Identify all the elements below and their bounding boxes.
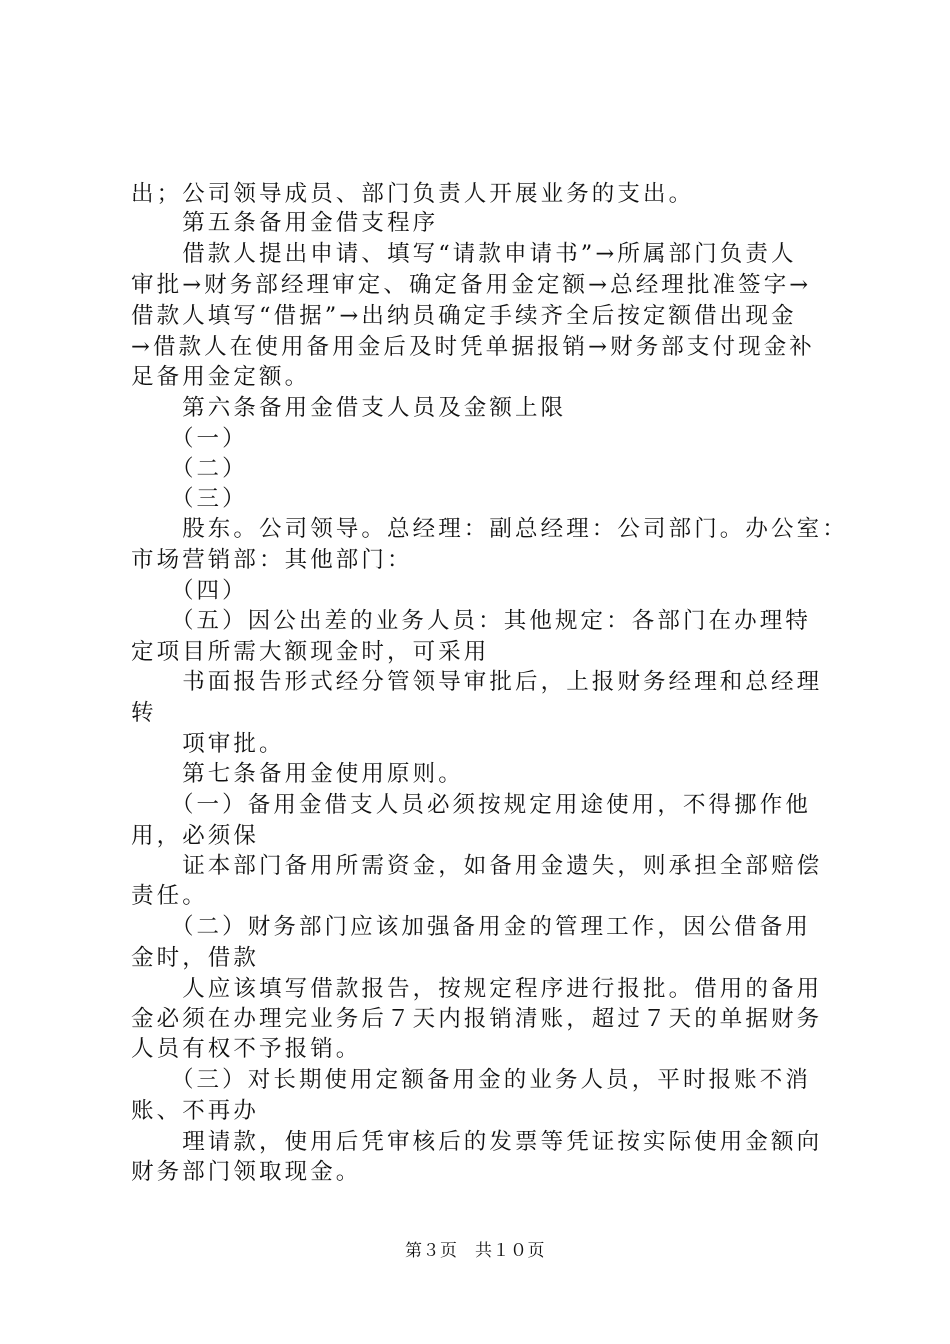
text-line: （三） xyxy=(131,486,248,512)
text-line: 证本部门备用所需资金，如备用金遗失，则承担全部赔偿 xyxy=(131,853,823,879)
text-line: 财务部门领取现金。 xyxy=(131,1159,362,1185)
text-line: 账、不再办 xyxy=(131,1098,260,1124)
text-line: 理请款，使用后凭审核后的发票等凭证按实际使用金额向 xyxy=(131,1129,823,1155)
text-line: 股东。公司领导。总经理：副总经理：公司部门。办公室： xyxy=(131,516,848,542)
text-line: 足备用金定额。 xyxy=(131,364,311,390)
text-line: 责任。 xyxy=(131,883,208,909)
text-line: （二）财务部门应该加强备用金的管理工作，因公借备用 xyxy=(131,914,811,940)
text-line: 定项目所需大额现金时，可采用 xyxy=(131,639,490,665)
text-line: 第五条备用金借支程序 xyxy=(131,210,439,236)
text-line: （二） xyxy=(131,456,248,482)
text-line: （一） xyxy=(131,426,248,452)
text-line: （五）因公出差的业务人员：其他规定：各部门在办理特 xyxy=(131,608,811,634)
text-line: （三）对长期使用定额备用金的业务人员，平时报账不消 xyxy=(131,1067,811,1093)
text-line: 用，必须保 xyxy=(131,823,260,849)
text-line: 第六条备用金借支人员及金额上限 xyxy=(131,395,567,421)
text-line: 借款人提出申请、填写“请款申请书”→所属部门负责人 xyxy=(131,241,797,267)
text-line: 人员有权不予报销。 xyxy=(131,1036,362,1062)
text-line: 转 xyxy=(131,700,157,726)
page-number-footer: 第３页 共１０页 xyxy=(405,1241,545,1261)
text-line: 书面报告形式经分管领导审批后，上报财务经理和总经理 xyxy=(131,669,823,695)
text-line: 审批→财务部经理审定、确定备用金定额→总经理批准签字→ xyxy=(131,272,812,298)
text-line: 借款人填写“借据”→出纳员确定手续齐全后按定额借出现金 xyxy=(131,303,797,329)
text-line: 出；公司领导成员、部门负责人开展业务的支出。 xyxy=(131,181,695,207)
text-line: →借款人在使用备用金后及时凭单据报销→财务部支付现金补 xyxy=(131,334,815,360)
text-line: 第七条备用金使用原则。 xyxy=(131,761,464,787)
text-line: （一）备用金借支人员必须按规定用途使用，不得挪作他 xyxy=(131,792,811,818)
text-line: 金时，借款 xyxy=(131,945,260,971)
text-line: 金必须在办理完业务后７天内报销清账，超过７天的单据财务 xyxy=(131,1006,823,1032)
text-line: 市场营销部：其他部门： xyxy=(131,547,413,573)
text-line: 项审批。 xyxy=(131,731,285,757)
text-line: （四） xyxy=(131,578,248,604)
text-line: 人应该填写借款报告，按规定程序进行报批。借用的备用 xyxy=(131,976,823,1002)
